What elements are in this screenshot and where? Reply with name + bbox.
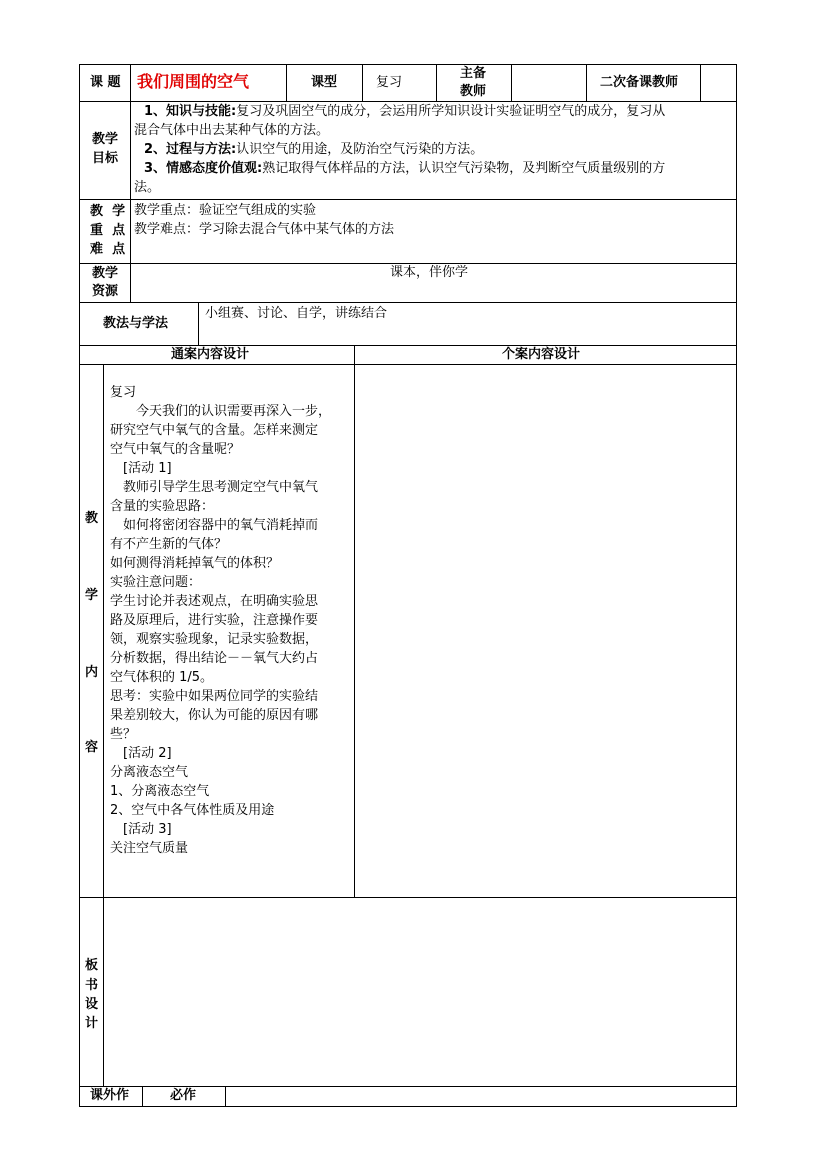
content-line: 学生讨论并表述观点，在明确实验思 <box>110 594 319 609</box>
content-line: 空气体积的 1/5。 <box>110 670 214 685</box>
objectives-label-1: 教学 <box>92 132 119 147</box>
board-label-2: 书 <box>84 978 98 993</box>
objective-knowledge-cont: 混合气体中出去某种气体的方法。 <box>134 123 330 138</box>
content-line: [活动 2] <box>110 746 172 761</box>
homework-label: 课外作 <box>90 1088 130 1103</box>
objective-attitude-head: 3、情感态度价值观: <box>144 161 263 176</box>
resources-label-1: 教学 <box>92 266 119 281</box>
objective-attitude <box>144 160 665 178</box>
content-line: 路及原理后，进行实验，注意操作要 <box>110 613 319 628</box>
content-label-4: 容 <box>84 740 98 755</box>
content-line: 关注空气质量 <box>110 841 189 856</box>
second-teacher-label: 二次备课教师 <box>600 75 679 90</box>
objective-attitude-cont: 法。 <box>134 180 161 195</box>
teaching-content <box>110 383 350 858</box>
resources-label-2: 资源 <box>92 284 119 299</box>
objective-process <box>144 141 483 159</box>
content-line: 分离液态空气 <box>110 765 189 780</box>
personal-design-area[interactable] <box>356 366 735 896</box>
methods-value: 小组赛、讨论、自学，讲练结合 <box>205 306 388 321</box>
content-line: 2、空气中各气体性质及用途 <box>110 803 275 818</box>
objective-knowledge-text: 复习及巩固空气的成分，会运用所学知识设计实验证明空气的成分，复习从 <box>236 104 666 119</box>
content-label-2: 学 <box>84 588 98 603</box>
content-line: [活动 1] <box>110 461 172 476</box>
content-line: 今天我们的认识需要再深入一步， <box>110 404 332 419</box>
lesson-type-value: 复习 <box>376 75 403 90</box>
methods-label: 教法与学法 <box>103 316 169 331</box>
resources-value: 课本，伴你学 <box>390 265 469 280</box>
board-label-4: 计 <box>84 1016 98 1031</box>
common-design-header: 通案内容设计 <box>171 347 250 362</box>
topic-label: 课 题 <box>90 75 121 90</box>
personal-design-header: 个案内容设计 <box>502 347 581 362</box>
content-label-1: 教 <box>84 511 98 526</box>
topic-title: 我们周围的空气 <box>137 72 250 91</box>
content-line: 领，观察实验现象，记录实验数据， <box>110 632 319 647</box>
board-label-3: 设 <box>84 997 98 1012</box>
keypoints-label-1: 教 学 <box>90 204 126 219</box>
content-line: 有不产生新的气体？ <box>110 537 228 552</box>
required-homework-label: 必作 <box>170 1088 197 1103</box>
content-line: 含量的实验思路： <box>110 499 215 514</box>
content-line: 果差别较大，你认为可能的原因有哪 <box>110 708 319 723</box>
content-line: [活动 3] <box>110 822 172 837</box>
keypoints-label-3: 难 点 <box>90 242 126 257</box>
objective-knowledge-head: 1、知识与技能: <box>144 104 237 119</box>
lesson-type-label: 课型 <box>311 75 338 90</box>
board-label-1: 板 <box>84 958 98 973</box>
keypoints-label-2: 重 点 <box>90 223 126 238</box>
lead-teacher-label-1: 主备 <box>460 66 487 81</box>
content-line: 1、分离液态空气 <box>110 784 210 799</box>
content-line: 些？ <box>110 727 137 742</box>
teaching-focus: 教学重点：验证空气组成的实验 <box>134 203 317 218</box>
content-line: 分析数据，得出结论－－氧气大约占 <box>110 651 319 666</box>
board-design-area[interactable] <box>105 899 735 1085</box>
content-label-3: 内 <box>84 665 98 680</box>
content-line: 复习 <box>110 385 137 400</box>
content-line: 思考：实验中如果两位同学的实验结 <box>110 689 319 704</box>
objectives-label-2: 目标 <box>92 151 119 166</box>
content-line: 如何将密闭容器中的氧气消耗掉而 <box>110 518 319 533</box>
objective-attitude-text: 熟记取得气体样品的方法，认识空气污染物，及判断空气质量级别的方 <box>262 161 666 176</box>
lead-teacher-label-2: 教师 <box>460 84 487 99</box>
objective-process-text: 认识空气的用途，及防治空气污染的方法。 <box>236 142 484 157</box>
content-line: 空气中氧气的含量呢？ <box>110 442 241 457</box>
content-line: 实验注意问题： <box>110 575 202 590</box>
content-line: 教师引导学生思考测定空气中氧气 <box>110 480 319 495</box>
teaching-difficulty: 教学难点：学习除去混合气体中某气体的方法 <box>134 222 395 237</box>
content-line: 研究空气中氧气的含量。怎样来测定 <box>110 423 319 438</box>
objective-knowledge <box>144 103 665 121</box>
content-line: 如何测得消耗掉氧气的体积？ <box>110 556 280 571</box>
objective-process-head: 2、过程与方法: <box>144 142 237 157</box>
